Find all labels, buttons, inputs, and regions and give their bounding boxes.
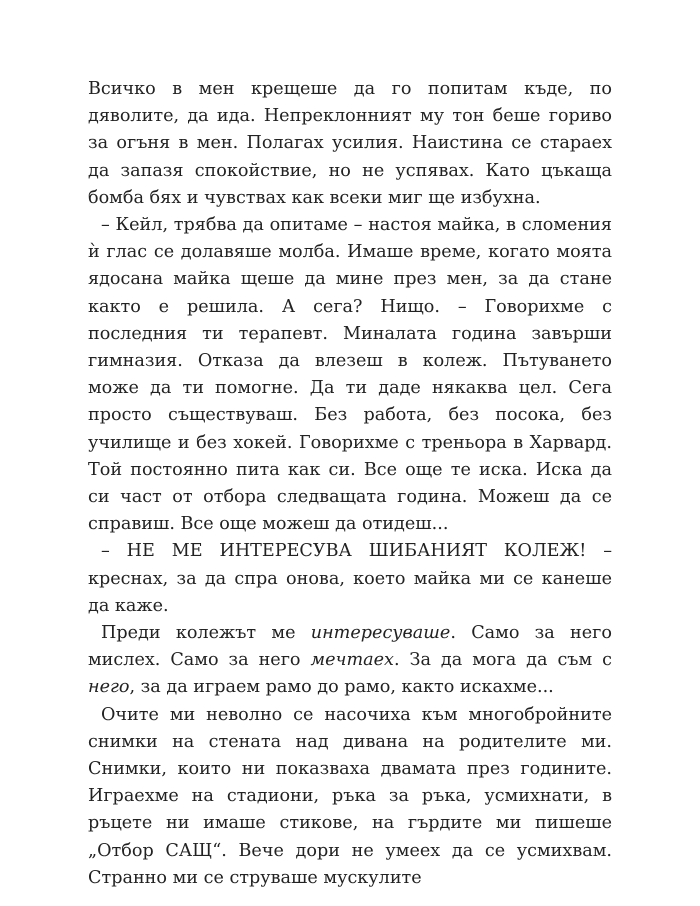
paragraph-2 [88, 212, 612, 538]
paragraph-3 [88, 538, 612, 620]
paragraph-4-italic-2: мечтаех [310, 650, 394, 671]
paragraph-4-text-1: Преди колежът ме [101, 623, 311, 644]
paragraph-1-text: Всичко в мен крещеше да го попитам къде, по дяволите, да ида. Непреклонният му тон беше гориво за огъня в мен. Полагах усилия. Наистина се стараех да запазя спокойствие, но не успявах. Като цъкаща бомба бях и чувствах как всеки миг ще избухна. [88, 79, 612, 208]
paragraph-2-text: – Кейл, трябва да опитаме – настоя майка, в сломения ѝ глас се долавяше молба. Имаше време, когато моята ядосана майка щеше да мине през мен, за да стане както е решила. А сега? Нищо. – Говорихме с последния ти терапевт. Миналата година завърши гимназия. Отказа да влезеш в колеж. Пътуването може да ти помогне. Да ти даде някаква цел. Сега просто съществуваш. Без работа, без посока, без училище и без хокей. Говорихме с треньора в Харвард. Той постоянно пита как си. Все още те иска. Иска да си част от отбора следващата година. Можеш да се справиш. Все още можеш да отидеш... [88, 215, 612, 535]
paragraph-1 [88, 76, 612, 212]
book-page [88, 76, 612, 892]
paragraph-4-italic-1: интересуваше [310, 623, 451, 644]
paragraph-4-text-4: , за да играем рамо до рамо, както искахме... [129, 677, 554, 698]
paragraph-5-text: Очите ми неволно се насочиха към многобройните снимки на стената над дивана на родителите ми. Снимки, които ни показваха двамата през годините. Играехме на стадиони, ръка за ръка, усмихнати, в ръцете ни имаше стикове, на гърдите ми пишеше „Отбор САЩ“. Вече дори не умеех да се усмихвам. Странно ми се струваше мускулите [88, 704, 612, 888]
paragraph-3-text: – НЕ МЕ ИНТЕРЕСУВА ШИБАНИЯТ КОЛЕЖ! – креснах, за да спра онова, което майка ми се канеше да каже. [88, 541, 612, 616]
paragraph-4 [88, 620, 612, 702]
paragraph-4-text-2: . Само за него мислех. Само за него [88, 623, 612, 671]
paragraph-5 [88, 702, 612, 892]
paragraph-4-text-3: . За да мога да съм с [393, 650, 612, 671]
paragraph-4-italic-3: него [88, 677, 130, 698]
